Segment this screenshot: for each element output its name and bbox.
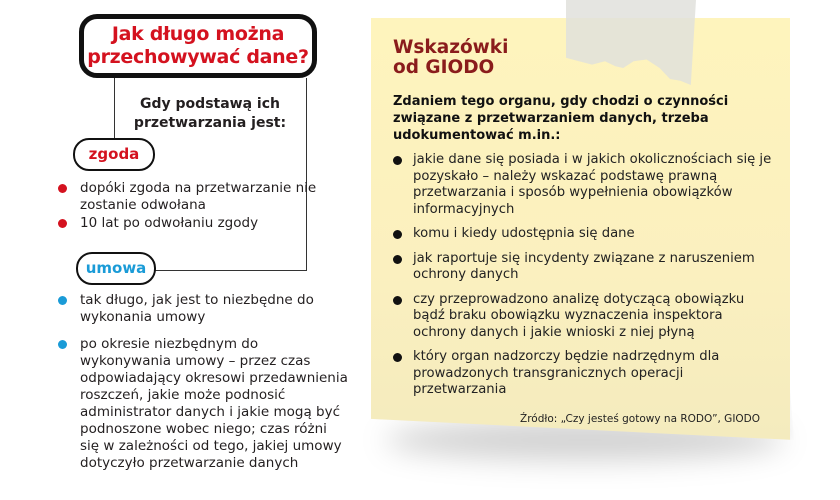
source-caption: Źródło: „Czy jesteś gotowy na RODO”, GIODO	[520, 413, 761, 425]
red-bullet-icon	[58, 219, 67, 228]
item-text: dopóki zgoda na przetwarzanie nie zostanie odwołana	[80, 180, 317, 213]
black-bullet-icon	[393, 230, 402, 239]
umowa-list	[58, 292, 348, 482]
note-title-line: Wskazówki	[393, 37, 509, 58]
item-text: komu i kiedy udostępnia się dane	[413, 226, 635, 241]
infographic-title	[79, 14, 317, 78]
subtitle-line: Gdy podstawą ich	[140, 96, 280, 112]
title-line: Jak długo można	[111, 23, 285, 45]
subtitle	[110, 95, 310, 133]
list-item	[58, 180, 328, 214]
blue-bullet-icon	[58, 296, 67, 305]
list-item	[393, 226, 773, 243]
black-bullet-icon	[393, 353, 402, 362]
subtitle-line: przetwarzania jest:	[133, 115, 287, 131]
list-item	[58, 336, 348, 472]
item-text: jak raportuje się incydenty związane z naruszeniem ochrony danych	[413, 250, 755, 282]
red-bullet-icon	[58, 184, 67, 193]
list-item	[393, 152, 773, 218]
list-item	[393, 251, 773, 284]
item-text: tak długo, jak jest to niezbędne do wykonania umowy	[80, 292, 314, 325]
zgoda-list	[58, 180, 328, 233]
item-text: który organ nadzorczy będzie nadrzędnym dla prowadzonych transgranicznych operacji przetwarzania	[413, 349, 720, 397]
section-label-umowa: umowa	[76, 252, 156, 285]
connector-line	[155, 270, 307, 271]
list-item	[58, 292, 348, 326]
blue-bullet-icon	[58, 340, 67, 349]
black-bullet-icon	[393, 255, 402, 264]
item-text: jakie dane się posiada i w jakich okolicznościach się je pozyskało – należy wskazać podstawę prawną przetwarzania i sposób wypełnienia obowiązków informacyjnych	[413, 152, 772, 217]
item-text: czy przeprowadzono analizę dotyczącą obowiązku bądź braku obowiązku wyznaczenia inspektora ochrony danych i jakie wnioski z niej płyną	[413, 291, 745, 340]
title-line: przechowywać dane?	[87, 46, 309, 68]
giodo-list	[393, 152, 773, 407]
list-item	[393, 349, 773, 399]
list-item	[393, 292, 773, 342]
item-text: 10 lat po odwołaniu zgody	[80, 215, 259, 231]
black-bullet-icon	[393, 156, 402, 165]
note-title	[393, 38, 508, 78]
retention-panel	[0, 0, 360, 500]
section-label-zgoda: zgoda	[73, 138, 155, 171]
note-intro: Zdaniem tego organu, gdy chodzi o czynności związane z przetwarzaniem danych, trzeba udokumentować m.in.:	[393, 94, 729, 143]
note-title-line: od GIODO	[393, 57, 495, 78]
black-bullet-icon	[393, 296, 402, 305]
item-text: po okresie niezbędnym do wykonywania umowy – przez czas odpowiadający okresowi przedawnienia roszczeń, jakie może podnosić administrator danych i jakie mogą być podnoszone wobec niego; czas różni się w zależności od tego, jakiej umowy dotyczyło przetwarzanie danych	[80, 336, 348, 471]
list-item	[58, 215, 328, 232]
